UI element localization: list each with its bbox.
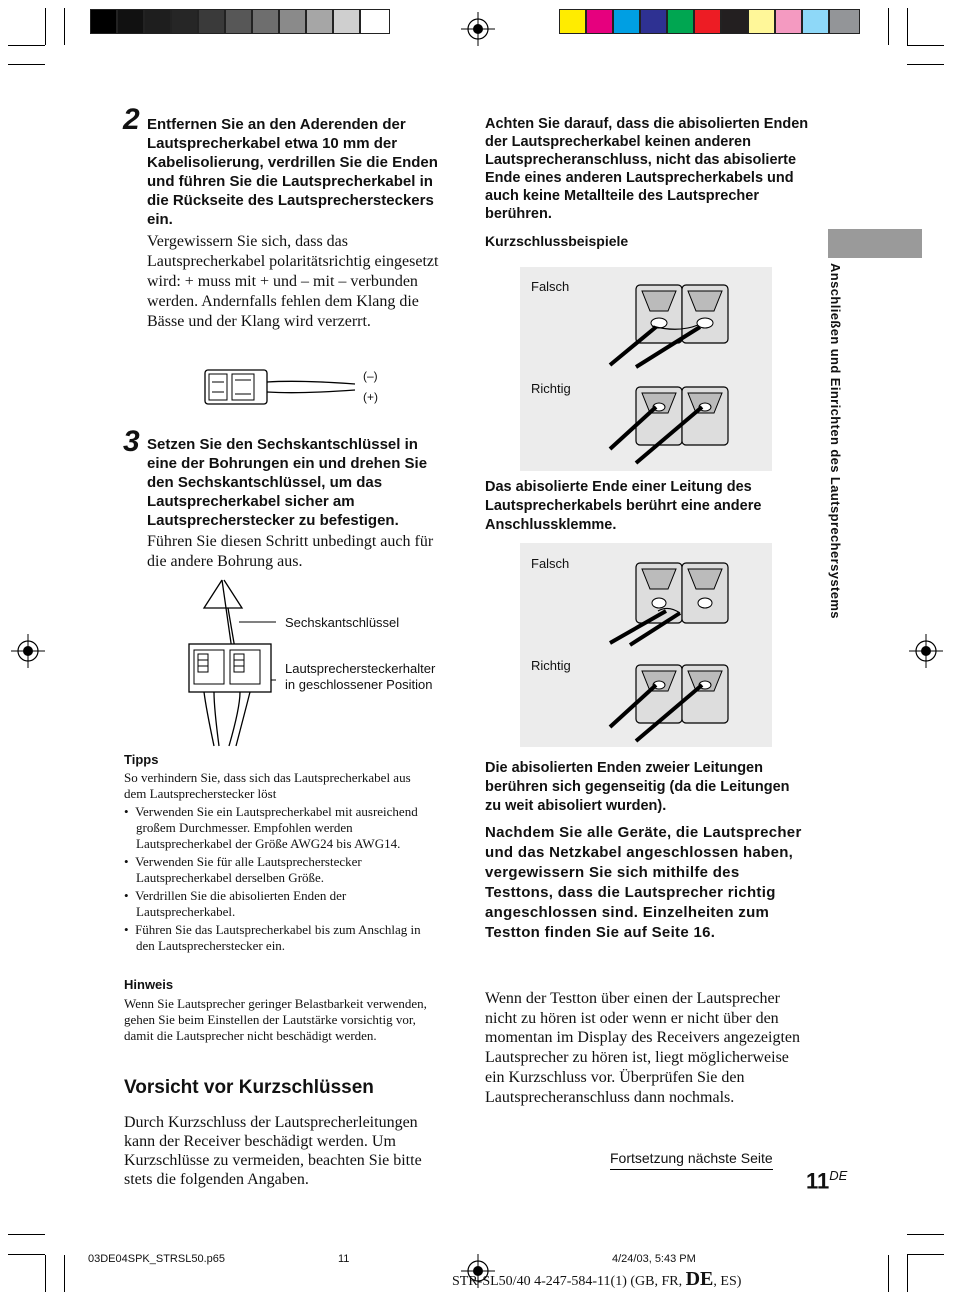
registration-mark-top	[461, 12, 495, 46]
registration-mark-right	[909, 634, 943, 668]
note-title: Hinweis	[124, 977, 174, 992]
figure-2-caption: Die abisolierten Enden zweier Leitungen berühren sich gegenseitig (da die Leitungen zu weit abisoliert wurden).	[485, 760, 790, 814]
chapter-tab	[828, 229, 922, 258]
footer-filename: 03DE04SPK_STRSL50.p65	[88, 1253, 225, 1265]
figure-2-right-label: Richtig	[531, 658, 571, 673]
page-language: DE	[829, 1168, 848, 1183]
polarity-minus-label: (–)	[363, 369, 378, 383]
figure-1-caption: Das abisolierte Ende einer Leitung des Lautsprecherkabels berührt eine andere Anschlussklemme.	[485, 479, 762, 533]
short-circuit-figure-2	[520, 543, 772, 747]
list-item: • Führen Sie das Lautsprecherkabel bis zum Anschlag in den Lautsprecherstecker ein.	[124, 922, 421, 953]
step-3-number: 3	[123, 425, 140, 458]
list-item: • Verdrillen Sie die abisolierten Enden der Lautsprecherkabel.	[124, 888, 347, 919]
tips-list	[124, 804, 436, 954]
step-3-heading: Setzen Sie den Sechskantschlüssel in eine der Bohrungen ein und drehen Sie den Sechskantschlüssel, um das Lautsprecherkabel sicher am Lautsprecherstecker zu befestigen.	[147, 436, 428, 529]
short-circuit-figure-1	[520, 267, 772, 471]
page-number: 11DE	[806, 1168, 848, 1194]
terminal-wrong-illustration	[608, 559, 733, 647]
examples-title: Kurzschlussbeispiele	[485, 233, 629, 249]
list-item: • Verwenden Sie ein Lautsprecherkabel mit ausreichend großem Durchmesser. Empfohlen werden Lautsprecherkabel der Größe AWG24 bis AWG14.	[124, 804, 418, 851]
terminal-right-illustration	[608, 383, 733, 469]
list-item: • Verwenden Sie für alle Lautsprecherstecker Lautsprecherkabel derselben Größe.	[124, 854, 362, 885]
section-title: Vorsicht vor Kurzschlüssen	[124, 1077, 374, 1098]
figure-1-right-label: Richtig	[531, 381, 571, 396]
continue-label: Fortsetzung nächste Seite	[610, 1150, 773, 1170]
figure-1-wrong-label: Falsch	[531, 279, 570, 294]
terminal-right-illustration	[608, 661, 733, 747]
section-text: Durch Kurzschluss der Lautsprecherleitungen kann der Receiver beschädigt werden. Um Kurzschlüsse zu vermeiden, beachten Sie bitte stets die folgenden Angaben.	[124, 1114, 422, 1188]
step-2-body: Vergewissern Sie sich, dass das Lautsprecherkabel polaritätsrichtig eingesetzt wird: + muss mit + und – mit – verbunden werden. Andernfalls fehlen dem Klang die Bässe und der Klang wird verzerrt.	[147, 233, 439, 330]
step-2-number: 2	[123, 103, 140, 136]
terminal-wrong-illustration	[608, 281, 733, 369]
figure-2-wrong-label: Falsch	[531, 556, 570, 571]
holder-label-line-2: in geschlossener Position	[285, 677, 433, 692]
step-3-body: Führen Sie diesen Schritt unbedingt auch für die andere Bohrung aus.	[147, 533, 434, 570]
speaker-plug-illustration	[200, 362, 360, 412]
note-text: Wenn Sie Lautsprecher geringer Belastbarkeit verwenden, gehen Sie beim Einstellen der Lautstärke vorsichtig vor, damit die Lautsprecher nicht beschädigt werden.	[124, 996, 427, 1043]
footer-model: STR-SL50/40 4-247-584-11(1) (GB, FR, DE, ES)	[452, 1268, 742, 1290]
holder-label-line-1: Lautsprechersteckerhalter	[285, 661, 436, 676]
chapter-sidebar-text: Anschließen und Einrichten des Lautsprechersystems	[828, 263, 843, 619]
step-2-heading: Entfernen Sie an den Aderenden der Lautsprecherkabel etwa 10 mm der Kabelisolierung, verdrillen Sie die Enden und führen Sie die Lautsprecherkabel in die Rückseite des Lautsprechersteckers ein.	[147, 116, 438, 228]
tips-intro: So verhindern Sie, dass sich das Lautsprecherkabel aus dem Lautsprecherstecker löst	[124, 770, 411, 801]
warning-text: Achten Sie darauf, dass die abisolierten Enden der Lautsprecherkabel keinen anderen Lautsprecheranschluss, nicht das abisolierte Ende eines anderen Lautsprecherkabels und auch keine Metallteile des Lautsprecher berühren.	[485, 116, 809, 222]
footer-date: 4/24/03, 5:43 PM	[612, 1253, 696, 1265]
footer-page: 11	[338, 1253, 350, 1265]
wrench-label: Sechskantschlüssel	[285, 615, 400, 630]
registration-mark-left	[11, 634, 45, 668]
hex-wrench-illustration	[184, 578, 284, 748]
tips-title: Tipps	[124, 752, 159, 767]
test-tone-instruction: Nachdem Sie alle Geräte, die Lautsprecher und das Netzkabel angeschlossen haben, vergewissern Sie sich mithilfe des Testtons, dass die Lautsprecher richtig angeschlossen sind. Einzelheiten zum Testton finden Sie auf Seite 16.	[485, 824, 802, 941]
polarity-plus-label: (+)	[363, 390, 378, 404]
right-body-text: Wenn der Testton über einen der Lautsprecher nicht zu hören ist oder wenn er nicht über den momentan im Display des Receivers angezeigten Lautsprecher zu hören ist, liegt möglicherweise ein Kurzschluss vor. Überprüfen Sie den Lautsprecheranschluss dann nochmals.	[485, 990, 801, 1106]
